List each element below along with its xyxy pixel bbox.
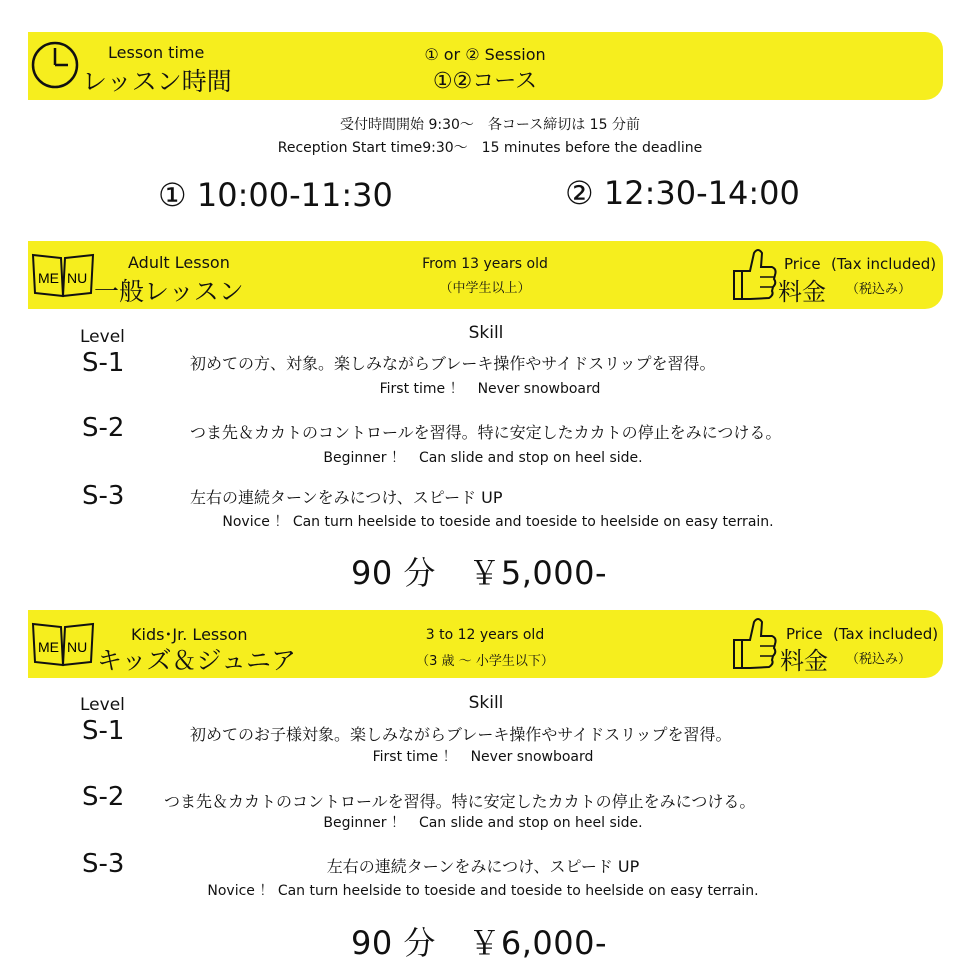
kids-level-en: First time ！ Never snowboard — [372, 749, 594, 765]
adult-tax-jp: （税込み） — [846, 282, 912, 297]
kids-level-en: Beginner ！ Can slide and stop on heel side. — [323, 815, 643, 831]
menu-icon-text-2: NU — [67, 270, 88, 286]
adult-level-code: S-1 — [82, 348, 125, 378]
adult-level-code: S-3 — [82, 481, 125, 511]
adult-title-jp: 一般レッスン — [94, 277, 244, 306]
adult-price: 90 分 ￥5,000- — [350, 554, 608, 592]
clock-icon — [30, 40, 80, 90]
adult-level-jp: つま先＆カカトのコントロールを習得。特に安定したカカトの停止をみにつける。 — [190, 423, 782, 442]
session-slot-1: ① 10:00-11:30 — [158, 176, 393, 214]
adult-price-jp: 料金 — [778, 278, 826, 306]
session-slot-2: ② 12:30-14:00 — [565, 174, 800, 212]
adult-level-jp: 左右の連続ターンをみにつけ、スピード UP — [190, 488, 503, 507]
kids-tax-en: (Tax included) — [833, 625, 939, 643]
reception-en: Reception Start time9:30～ 15 minutes before the deadline — [277, 140, 703, 156]
adult-level-en: Beginner ！ Can slide and stop on heel side. — [323, 450, 643, 466]
menu-icon-text-1: ME — [38, 639, 59, 655]
adult-price-en: Price — [784, 255, 821, 273]
kids-level-header: Level — [80, 695, 125, 715]
adult-level-en: First time ！ Never snowboard — [379, 381, 601, 397]
lesson-time-jp: レッスン時間 — [82, 67, 232, 96]
kids-skill-header: Skill — [468, 693, 504, 713]
kids-level-code: S-1 — [82, 716, 125, 746]
kids-tax-jp: （税込み） — [846, 652, 912, 667]
thumbs-up-icon — [732, 245, 778, 303]
kids-level-en: Novice ！ Can turn heelside to toeside and toeside to heelside on easy terrain. — [207, 883, 759, 899]
thumbs-up-icon — [732, 614, 778, 672]
menu-book-icon — [30, 250, 96, 300]
kids-price-en: Price — [786, 625, 823, 643]
adult-skill-header: Skill — [468, 323, 504, 343]
kids-price: 90 分 ￥6,000- — [350, 924, 608, 962]
adult-age-en: From 13 years old — [422, 256, 548, 272]
adult-level-en: Novice ！ Can turn heelside to toeside and toeside to heelside on easy terrain. — [222, 514, 774, 530]
kids-level-jp: 初めてのお子様対象。楽しみながらブレーキ操作やサイドスリップを習得。 — [190, 725, 732, 744]
session-en: ① or ② Session — [424, 45, 546, 64]
kids-level-code: S-2 — [82, 782, 125, 812]
kids-level-jp: 左右の連続ターンをみにつけ、スピード UP — [326, 857, 640, 876]
menu-icon-text-1: ME — [38, 270, 59, 286]
kids-level-jp: つま先＆カカトのコントロールを習得。特に安定したカカトの停止をみにつける。 — [164, 792, 756, 811]
menu-icon-text-2: NU — [67, 639, 88, 655]
kids-age-jp: （3 歳 ～ 小学生以下） — [416, 654, 554, 669]
adult-age-jp: （中学生以上） — [439, 281, 531, 296]
adult-tax-en: (Tax included) — [831, 255, 937, 273]
kids-title-en: Kids･Jr. Lesson — [131, 625, 248, 644]
kids-price-jp: 料金 — [780, 647, 828, 675]
adult-title-en: Adult Lesson — [128, 253, 230, 272]
kids-level-code: S-3 — [82, 849, 125, 879]
kids-title-jp: キッズ＆ジュニア — [97, 646, 297, 675]
reception-jp: 受付時間開始 9:30～ 各コース締切は 15 分前 — [340, 117, 640, 133]
menu-book-icon — [30, 619, 96, 669]
adult-level-jp: 初めての方、対象。楽しみながらブレーキ操作やサイドスリップを習得。 — [190, 354, 716, 373]
kids-age-en: 3 to 12 years old — [425, 627, 545, 643]
adult-level-code: S-2 — [82, 413, 125, 443]
session-jp: ①②コース — [432, 69, 538, 94]
lesson-time-en: Lesson time — [108, 43, 205, 62]
adult-level-header: Level — [80, 327, 125, 347]
